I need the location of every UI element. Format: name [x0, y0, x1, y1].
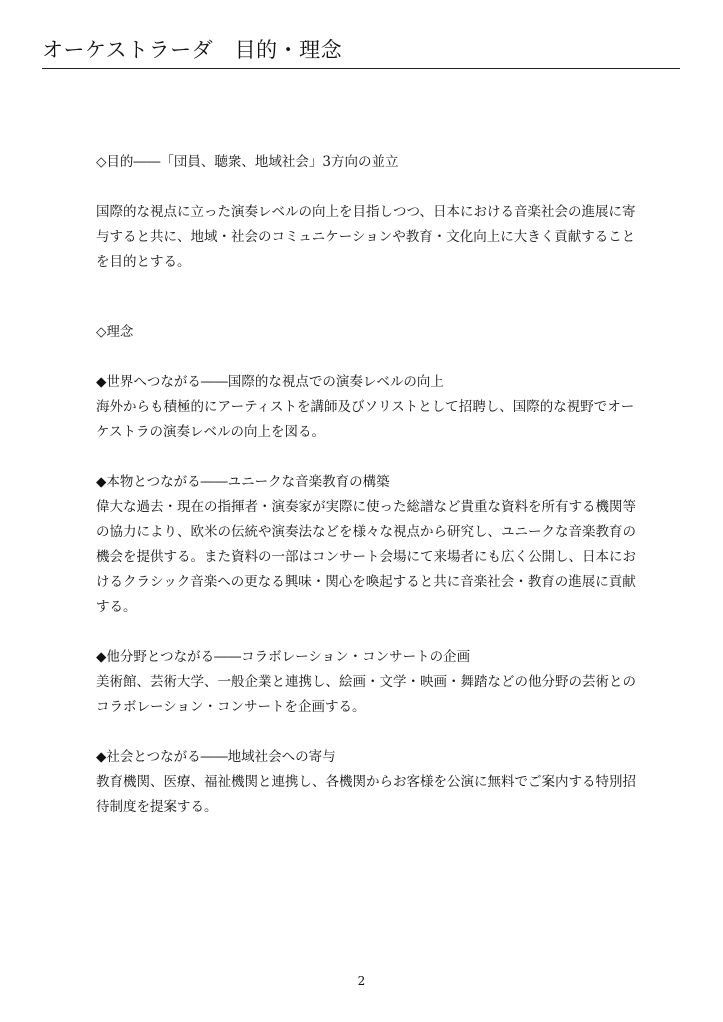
page-title: オーケストラーダ 目的・理念: [42, 38, 343, 62]
purpose-section: [96, 150, 644, 275]
philosophy-item-authentic: [96, 470, 644, 620]
philosophy-item-title: ◆本物とつながる――ユニークな音楽教育の構築: [96, 474, 390, 490]
philosophy-item-society: [96, 745, 644, 820]
philosophy-item-title: ◆社会とつながる――地域社会への寄与: [96, 749, 336, 765]
purpose-heading: ◇目的――「団員、聴衆、地域社会」3方向の並立: [96, 154, 399, 170]
philosophy-item-body: 教育機関、医療、福祉機関と連携し、各機関からお客様を公演に無料でご案内する特別招待制度を提案する。: [96, 774, 636, 815]
philosophy-heading: ◇理念: [96, 324, 134, 340]
document-body: [96, 150, 644, 820]
philosophy-item-world: [96, 370, 644, 445]
page-header: [42, 36, 680, 69]
philosophy-item-title: ◆世界へつながる――国際的な視点での演奏レベルの向上: [96, 374, 444, 390]
purpose-paragraph: 国際的な視点に立った演奏レベルの向上を目指しつつ、日本における音楽社会の進展に寄与すると共に、地域・社会のコミュニケーションや教育・文化向上に大きく貢献することを目的とする。: [96, 204, 636, 270]
philosophy-section: [96, 320, 644, 820]
philosophy-item-collaboration: [96, 645, 644, 720]
philosophy-item-body: 美術館、芸術大学、一般企業と連携し、絵画・文学・映画・舞踏などの他分野の芸術とのコラボレーション・コンサートを企画する。: [96, 674, 636, 715]
page-number: 2: [357, 974, 366, 988]
philosophy-item-body: 偉大な過去・現在の指揮者・演奏家が実際に使った総譜など貴重な資料を所有する機関等の協力により、欧米の伝統や演奏法などを様々な視点から研究し、ユニークな音楽教育の機会を提供する。また資料の一部はコンサート会場にて来場者にも広く公開し、日本におけるクラシック音楽への更なる興味・関心を喚起すると共に音楽社会・教育の進展に貢献する。: [96, 499, 636, 615]
philosophy-item-body: 海外からも積極的にアーティストを講師及びソリストとして招聘し、国際的な視野でオーケストラの演奏レベルの向上を図る。: [96, 399, 635, 440]
philosophy-item-title: ◆他分野とつながる――コラボレーション・コンサートの企画: [96, 649, 471, 665]
